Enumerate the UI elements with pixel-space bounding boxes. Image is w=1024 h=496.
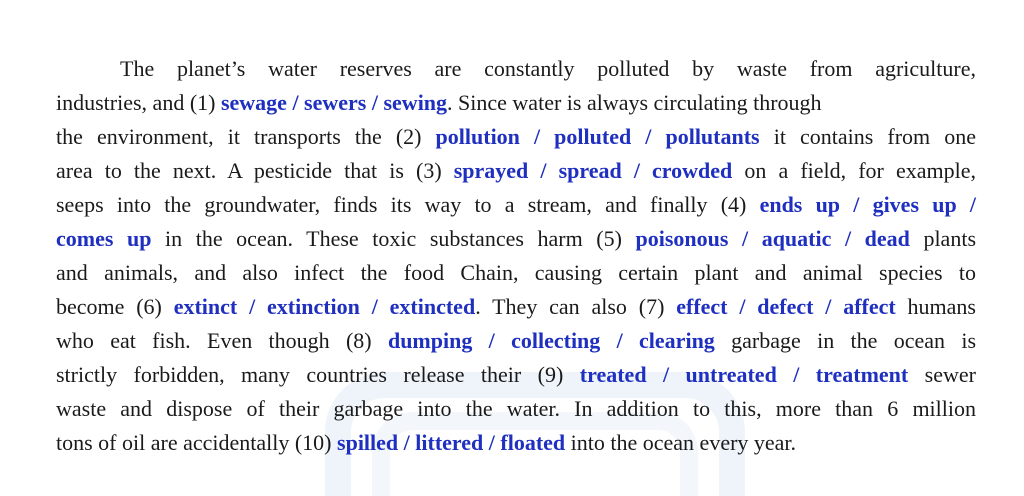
passage-text: in the ocean. These toxic substances harm (5): [151, 226, 636, 251]
passage-text: garbage in the ocean is: [714, 328, 977, 353]
passage-text: sewer: [908, 362, 976, 387]
passage-line-2: [56, 86, 976, 120]
passage-text: into the ocean every year.: [565, 430, 797, 455]
passage-text: and animals, and also infect the food Chain, causing certain plant and animal species to: [56, 260, 976, 285]
passage-text: the environment, it transports the (2): [56, 124, 436, 149]
passage-line-8: [56, 290, 976, 324]
answer-options-9[interactable]: treated / untreated / treatment: [579, 362, 909, 387]
answer-options-4-cont[interactable]: comes up: [56, 226, 152, 251]
passage-text: industries, and (1): [56, 90, 221, 115]
passage-line-4: [56, 154, 976, 188]
passage-text: who eat fish. Even though (8): [56, 328, 388, 353]
passage-line-3: [56, 120, 976, 154]
answer-options-10[interactable]: spilled / littered / floated: [337, 430, 566, 455]
passage-text: humans: [895, 294, 976, 319]
passage-line-11: [56, 392, 976, 426]
passage-line-10: [56, 358, 976, 392]
answer-options-6[interactable]: extinct / extinction / extincted: [173, 294, 476, 319]
answer-options-4[interactable]: ends up / gives up /: [759, 192, 977, 217]
passage-text: on a field, for example,: [732, 158, 976, 183]
passage-text: . They can also (7): [475, 294, 677, 319]
passage-text: tons of oil are accidentally (10): [56, 430, 338, 455]
passage-text: plants: [909, 226, 976, 251]
answer-options-2[interactable]: pollution / polluted / pollutants: [435, 124, 760, 149]
answer-options-3[interactable]: sprayed / spread / crowded: [453, 158, 733, 183]
passage-line-1: [56, 52, 976, 86]
passage-text: waste and dispose of their garbage into the water. In addition to this, more than 6 million: [56, 396, 976, 421]
answer-options-8[interactable]: dumping / collecting / clearing: [387, 328, 715, 353]
cloze-passage: [56, 52, 976, 460]
passage-text: area to the next. A pesticide that is (3): [56, 158, 454, 183]
passage-text: . Since water is always circulating through: [447, 90, 822, 115]
answer-options-5[interactable]: poisonous / aquatic / dead: [635, 226, 910, 251]
passage-text: become (6): [56, 294, 174, 319]
passage-text: seeps into the groundwater, finds its way to a stream, and finally (4): [56, 192, 760, 217]
passage-line-7: [56, 256, 976, 290]
passage-line-12: [56, 426, 976, 460]
passage-text: The planet’s water reserves are constantly polluted by waste from agriculture,: [120, 56, 976, 81]
passage-text: it contains from one: [759, 124, 976, 149]
passage-line-9: [56, 324, 976, 358]
answer-options-7[interactable]: effect / defect / affect: [676, 294, 896, 319]
passage-line-6: [56, 222, 976, 256]
passage-text: strictly forbidden, many countries release their (9): [56, 362, 580, 387]
passage-line-5: [56, 188, 976, 222]
answer-options-1[interactable]: sewage / sewers / sewing: [220, 90, 448, 115]
